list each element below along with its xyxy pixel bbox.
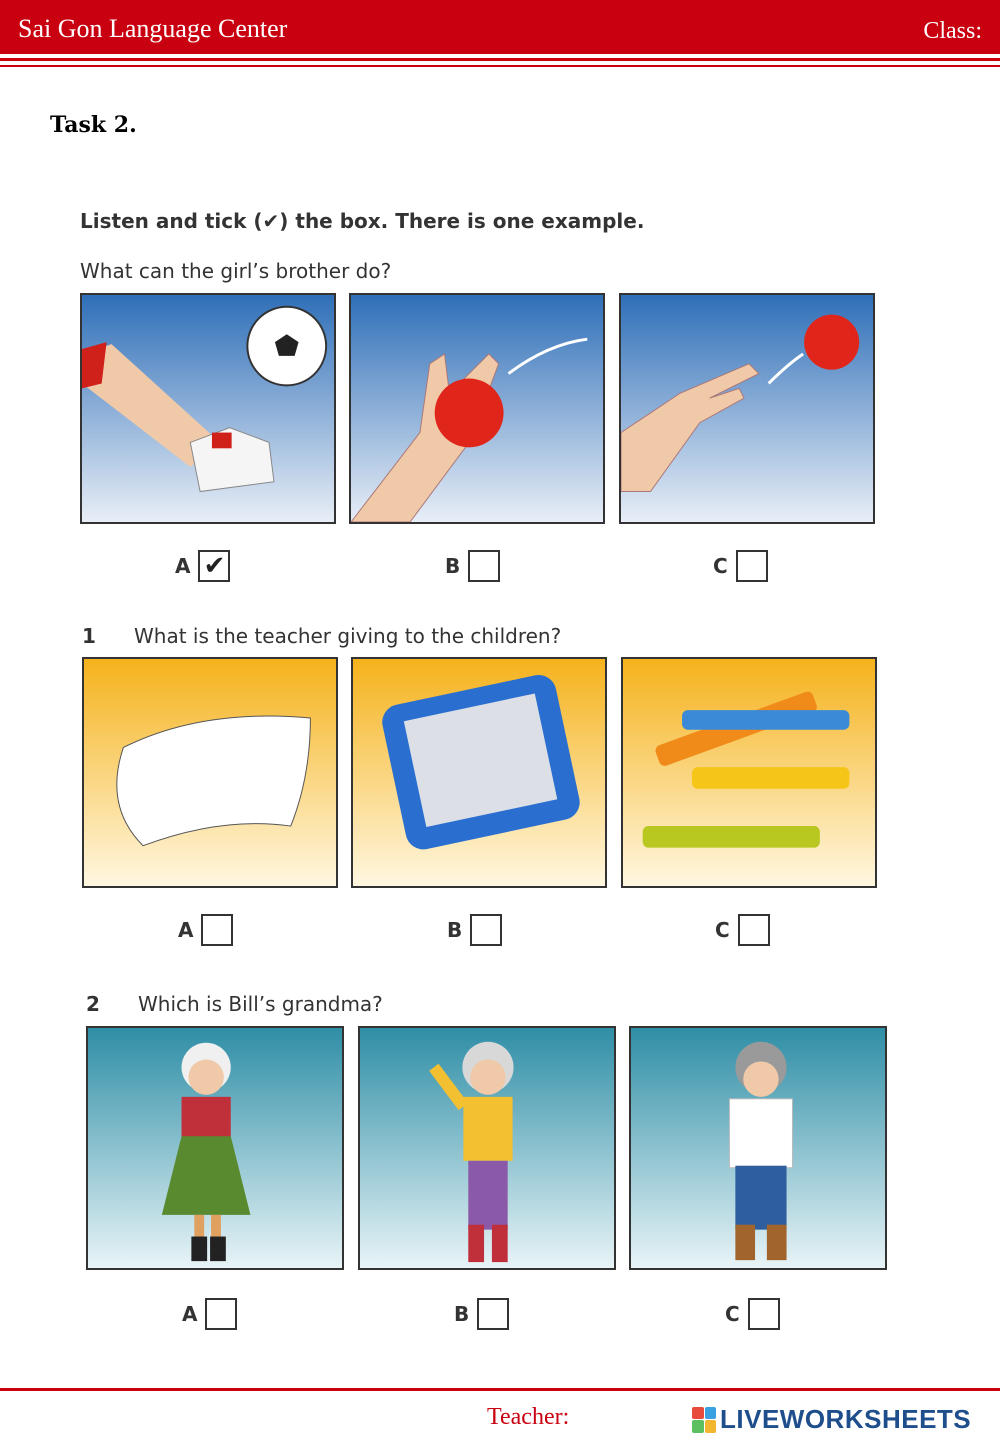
question-number: 2 (86, 992, 100, 1016)
class-label: Class: (923, 18, 982, 44)
option-letter: B (447, 918, 463, 942)
tick-box[interactable] (477, 1298, 509, 1330)
tick-box[interactable]: ✔ (198, 550, 230, 582)
example-option-c[interactable] (713, 550, 768, 582)
question-text: Which is Bill’s grandma? (138, 992, 383, 1016)
liveworksheets-logo-icon (692, 1407, 716, 1433)
option-letter: A (182, 1302, 198, 1326)
picture-throwing-ball (619, 293, 875, 524)
tick-box[interactable] (205, 1298, 237, 1330)
tick-box[interactable] (738, 914, 770, 946)
tick-box[interactable] (468, 550, 500, 582)
q2-option-c[interactable] (725, 1298, 780, 1330)
tick-box[interactable] (748, 1298, 780, 1330)
question-number: 1 (82, 624, 96, 648)
q2-option-a[interactable] (182, 1298, 237, 1330)
q1-option-a[interactable] (178, 914, 233, 946)
picture-grandma-white-shirt (629, 1026, 887, 1270)
option-letter: C (725, 1302, 740, 1326)
option-letter: C (713, 554, 728, 578)
tick-box[interactable] (470, 914, 502, 946)
instruction-text: Listen and tick (✔) the box. There is one example. (80, 209, 645, 233)
option-letter: B (445, 554, 461, 578)
brand-name: LIVEWORKSHEETS (720, 1404, 972, 1434)
task-title: Task 2. (50, 112, 137, 138)
picture-paper-sheet (82, 657, 338, 888)
teacher-label: Teacher: (487, 1404, 570, 1430)
picture-grandma-yellow-jacket (358, 1026, 616, 1270)
example-option-a[interactable] (175, 550, 230, 582)
header-bar (0, 0, 1000, 54)
option-letter: C (715, 918, 730, 942)
example-option-b[interactable] (445, 550, 500, 582)
example-question: What can the girl’s brother do? (80, 259, 392, 283)
option-letter: B (454, 1302, 470, 1326)
q2-option-b[interactable] (454, 1298, 509, 1330)
question-text: What is the teacher giving to the children? (134, 624, 562, 648)
liveworksheets-brand[interactable] (692, 1404, 971, 1435)
header-divider-thin (0, 65, 1000, 67)
center-name: Sai Gon Language Center (18, 14, 288, 43)
tick-box[interactable] (201, 914, 233, 946)
option-letter: A (175, 554, 191, 578)
picture-tablet (351, 657, 607, 888)
picture-crayons (621, 657, 877, 888)
q1-option-b[interactable] (447, 914, 502, 946)
picture-grandma-green-dress (86, 1026, 344, 1270)
footer-divider (0, 1388, 1000, 1391)
option-letter: A (178, 918, 194, 942)
picture-catching-ball (349, 293, 605, 524)
picture-kicking-football (80, 293, 336, 524)
tick-box[interactable] (736, 550, 768, 582)
header-divider (0, 58, 1000, 61)
q1-option-c[interactable] (715, 914, 770, 946)
